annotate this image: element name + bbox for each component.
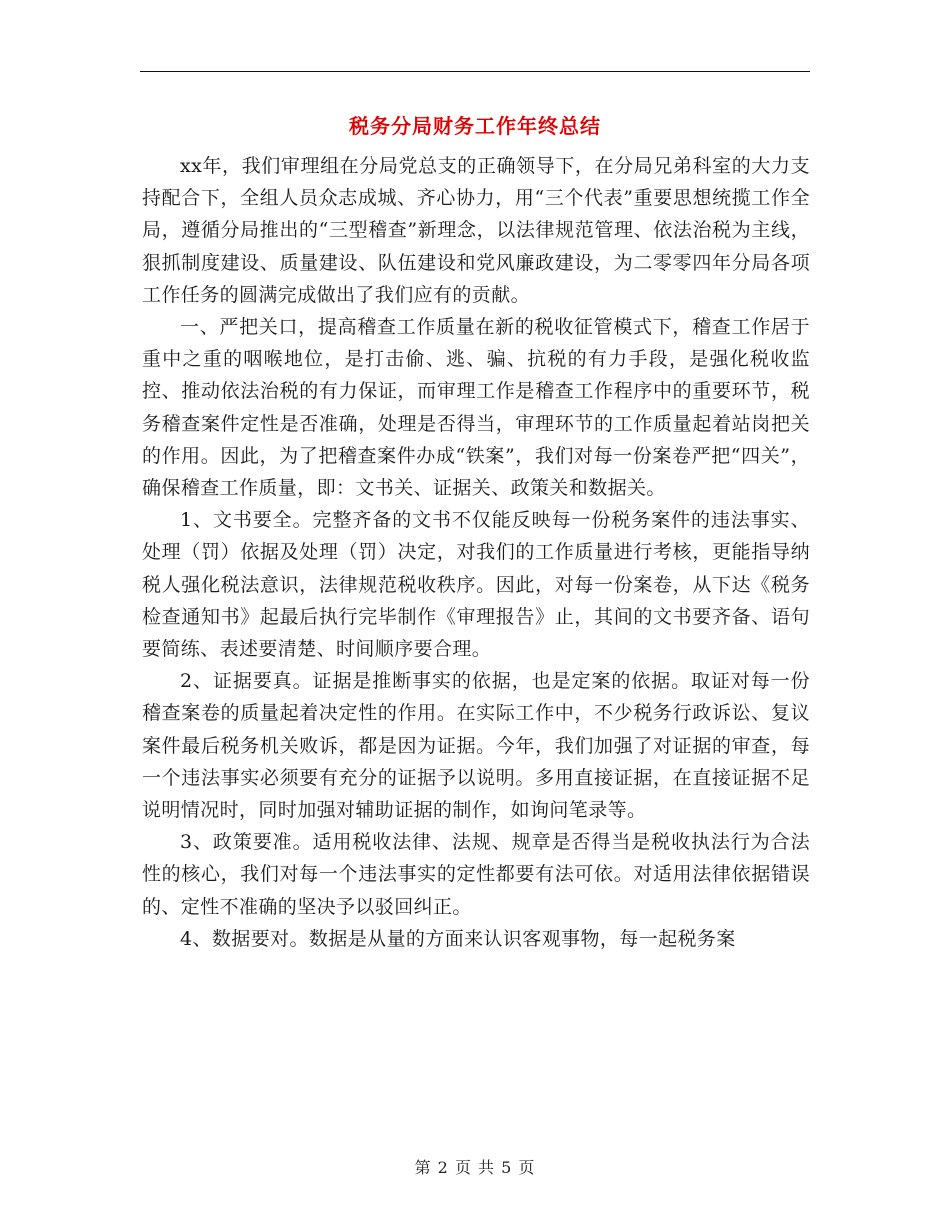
paragraph-documents: 1、文书要全。完整齐备的文书不仅能反映每一份税务案件的违法事实、处理（罚）依据及处理（罚）决定，对我们的工作质量进行考核，更能指导纳税人强化税法意识，法律规范税收秩序。因此，对每一份案卷，从下达《税务检查通知书》起最后执行完毕制作《审理报告》止，其间的文书要齐备、语句要简练、表述要清楚、时间顺序要合理。 <box>142 509 810 661</box>
page-footer: 第 2 页 共 5 页 <box>414 1158 536 1177</box>
paragraph-section-1: 一、严把关口，提高稽查工作质量在新的税收征管模式下，稽查工作居于重中之重的咽喉地位，是打击偷、逃、骗、抗税的有力手段，是强化税收监控、推动依法治税的有力保证，而审理工作是稽查工作程序中的重要环节，税务稽查案件定性是否准确，处理是否得当，审理环节的工作质量起着站岗把关的作用。因此，为了把稽查案件办成“铁案”，我们对每一份案卷严把“四关”，确保稽查工作质量，即：文书关、证据关、政策关和数据关。 <box>142 316 810 500</box>
document-body <box>142 150 810 955</box>
paragraph-intro: xx年，我们审理组在分局党总支的正确领导下，在分局兄弟科室的大力支持配合下，全组人员众志成城、齐心协力，用“三个代表”重要思想统揽工作全局，遵循分局推出的“三型稽查”新理念，以法律规范管理、依法治税为主线，狠抓制度建设、质量建设、队伍建设和党风廉政建设，为二零零四年分局各项工作任务的圆满完成做出了我们应有的贡献。 <box>142 155 810 306</box>
paragraph-data: 4、数据要对。数据是从量的方面来认识客观事物，每一起税务案 <box>180 927 736 950</box>
header-rule <box>140 71 810 72</box>
paragraph-policy: 3、政策要准。适用税收法律、法规、规章是否得当是税收执法行为合法性的核心，我们对每一个违法事实的定性都要有法可依。对适用法律依据错误的、定性不准确的坚决予以驳回纠正。 <box>142 831 810 918</box>
document-title: 税务分局财务工作年终总结 <box>349 114 601 138</box>
paragraph-evidence: 2、证据要真。证据是推断事实的依据，也是定案的依据。取证对每一份稽查案卷的质量起着决定性的作用。在实际工作中，不少税务行政诉讼、复议案件最后税务机关败诉，都是因为证据。今年，我们加强了对证据的审查，每一个违法事实必须要有充分的证据予以说明。多用直接证据，在直接证据不足说明情况时，同时加强对辅助证据的制作，如询问笔录等。 <box>142 670 810 822</box>
